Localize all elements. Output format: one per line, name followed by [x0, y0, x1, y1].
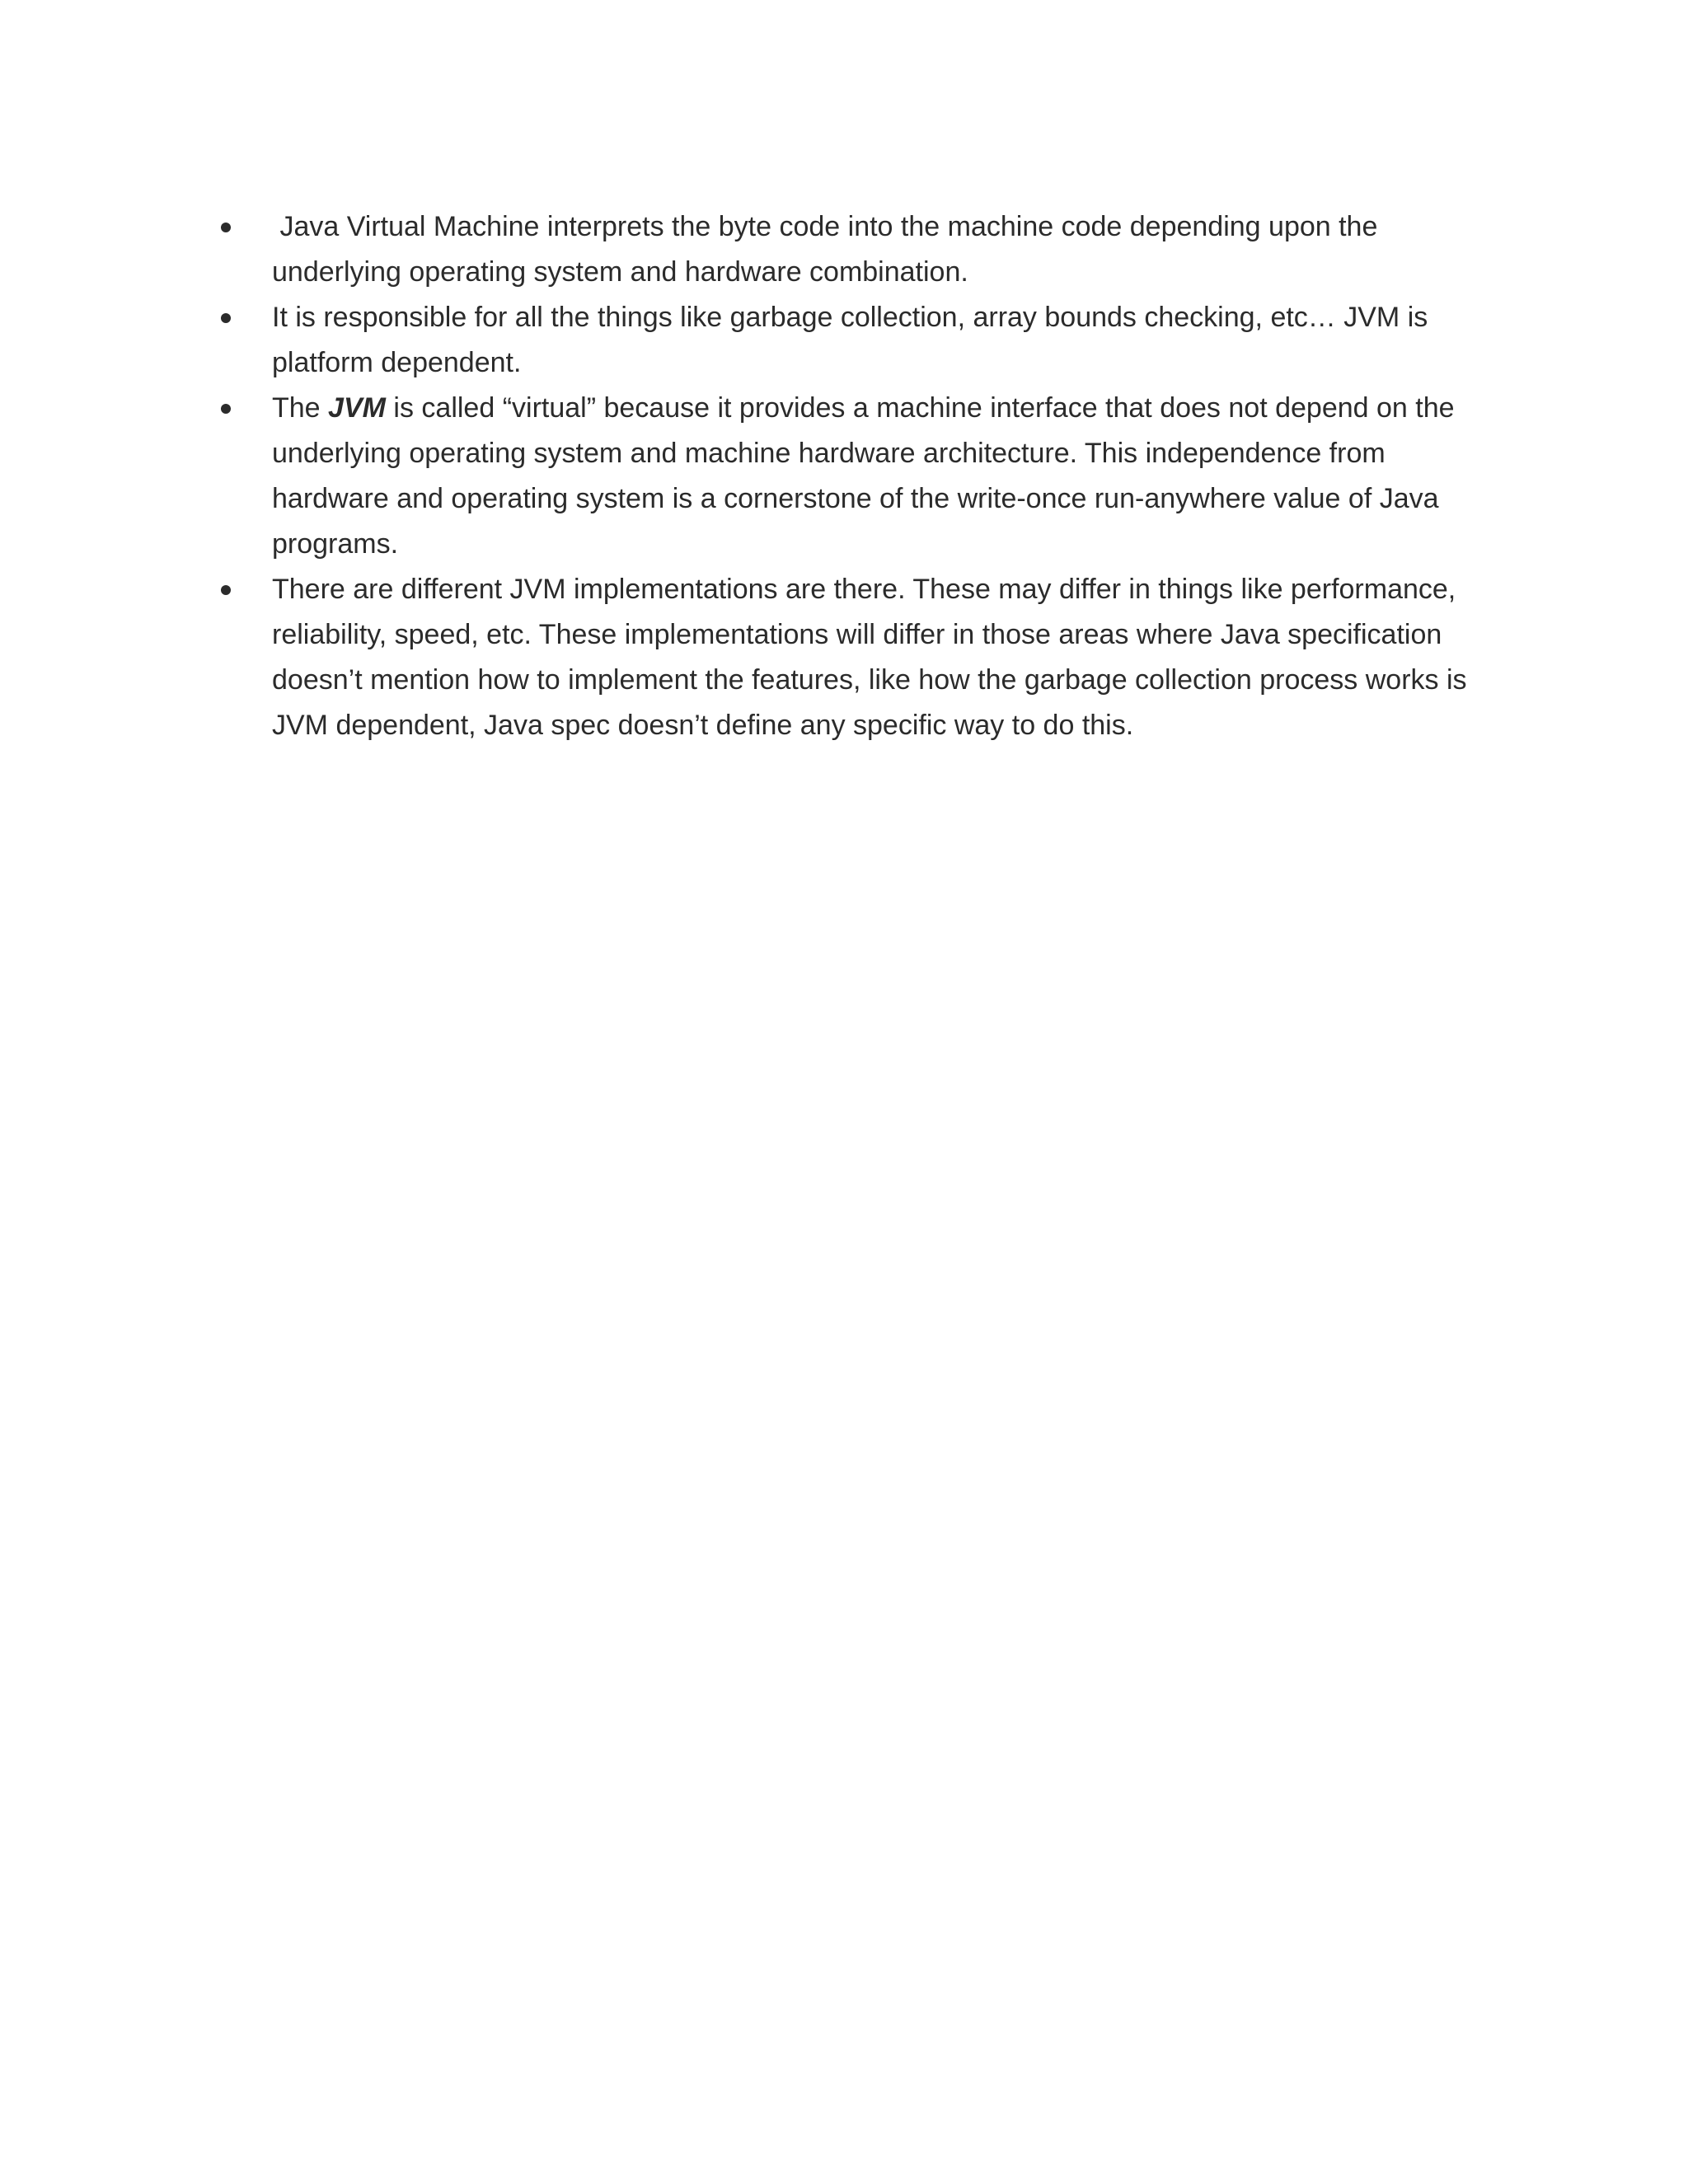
list-item [216, 567, 1469, 748]
bullet-list [216, 204, 1469, 748]
list-item [216, 386, 1469, 567]
bullet-icon [221, 313, 231, 323]
list-item-text: It is responsible for all the things like garbage collection, array bounds checking, etc… JVM is platform dependent. [272, 302, 1428, 378]
list-item [216, 295, 1469, 386]
text-before-emphasis: The [272, 392, 329, 424]
list-item-text [272, 386, 1469, 567]
bullet-icon [221, 404, 231, 414]
list-item [216, 204, 1469, 295]
bullet-icon [221, 223, 231, 232]
emphasized-term: JVM [328, 392, 386, 424]
bullet-icon [221, 585, 231, 595]
text-after-emphasis: is called “virtual” because it provides a machine interface that does not depend on the underlying operating system and machine hardware architecture. This independence from hardware and operating system is a cornerstone of the write-once run-anywhere value of Java programs. [272, 392, 1462, 560]
list-item-text: There are different JVM implementations are there. These may differ in things like performance, reliability, speed, etc. These implementations will differ in those areas where Java specification doesn’t mention how to implement the features, like how the garbage collection process works is JVM dependent, Java spec doesn’t define any specific way to do this. [272, 574, 1467, 741]
list-item-text: Java Virtual Machine interprets the byte code into the machine code depending upon the underlying operating system and hardware combination. [272, 211, 1386, 288]
